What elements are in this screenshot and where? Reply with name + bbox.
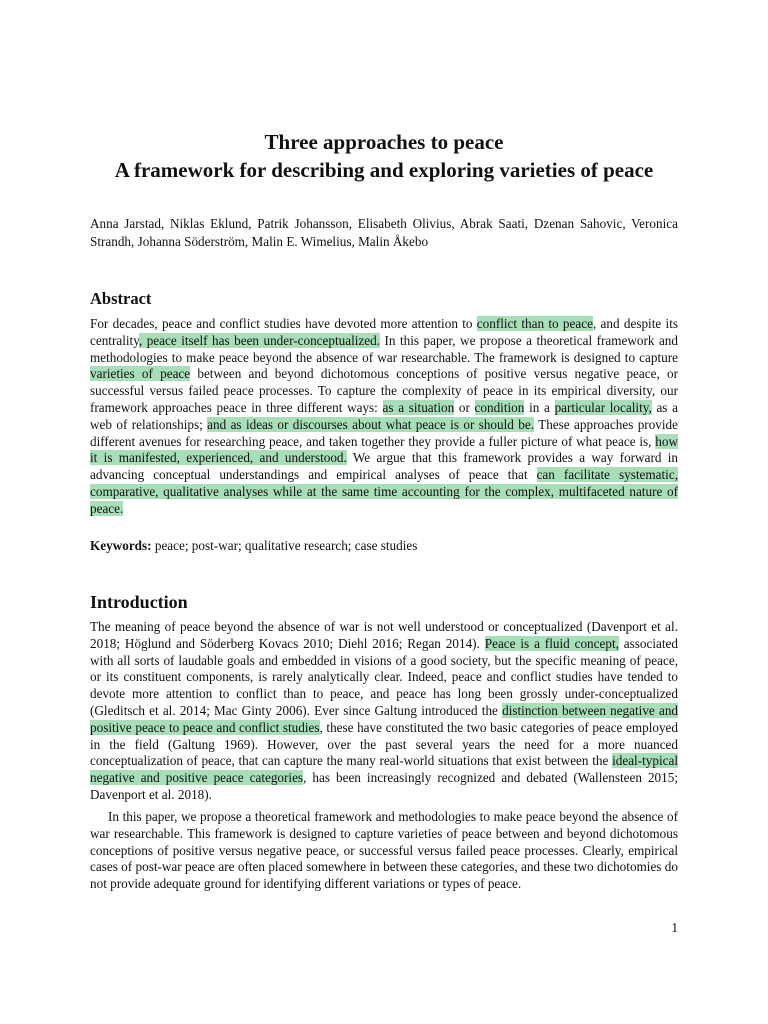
body-text: in a: [524, 399, 555, 415]
body-text: associated with all sorts of laudable goals and embedded in visions of a good society, but the specific meaning of peace, or its constituent components, is rarely analytically clear. Indeed, peace and conflict studies have tended to devote more attention to conflict than to peace, and peace has long been grossly under-conceptualized (Gleditsch et al. 2014; Mac Ginty 2006). Ever since Galtung introduced the: [90, 635, 678, 718]
title-line-1: Three approaches to peace: [264, 130, 504, 154]
highlighted-text: ideal-typical negative and positive peace categories: [90, 753, 678, 786]
body-text: In this paper, we propose a theoretical framework and methodologies to make peace beyond the absence of war researchable. The framework is designed to capture: [90, 332, 678, 365]
introduction-paragraph-2: In this paper, we propose a theoretical framework and methodologies to make peace beyond the absence of war researchable. This framework is designed to capture varieties of peace between and beyond dichotomous conceptions of positive versus negative peace, or successful versus failed peace processes. Clearly, empirical cases of post-war peace are often placed somewhere in between these categories, and these two dichotomies do not provide adequate ground for identifying different variations or types of peace.: [90, 809, 678, 892]
highlighted-text: how it is manifested, experienced, and understood.: [90, 433, 678, 466]
abstract-heading: Abstract: [90, 289, 152, 308]
introduction-heading: Introduction: [90, 592, 188, 612]
abstract-body: [90, 316, 678, 518]
title-line-2: A framework for describing and exploring varieties of peace: [114, 158, 654, 182]
highlighted-text: and as ideas or discourses about what peace is or should be.: [207, 416, 535, 432]
keywords-value: peace; post-war; qualitative research; case studies: [151, 538, 418, 553]
introduction-paragraph-1: [90, 619, 678, 804]
highlighted-text: distinction between negative and positive peace to peace and conflict studies: [90, 702, 679, 735]
body-text: as a web of relationships;: [90, 399, 678, 432]
page-number: 1: [671, 920, 678, 935]
body-text: or: [454, 399, 475, 415]
body-text: We argue that this framework provides a way forward in advancing conceptual understandings and empirical analyses of peace that: [90, 450, 679, 483]
author-list: Anna Jarstad, Niklas Eklund, Patrik Johansson, Elisabeth Olivius, Abrak Saati, Dzenan Sahovic, Veronica Strandh, Johanna Söderström, Malin E. Wimelius, Malin Åkebo: [90, 216, 678, 249]
body-text: The meaning of peace beyond the absence of war is not well understood or conceptualized (Davenport et al. 2018; Höglund and Söderberg Kovacs 2010; Diehl 2016; Regan 2014).: [90, 619, 678, 651]
body-text: , has been increasingly recognized and debated (Wallensteen 2015; Davenport et al. 2018).: [90, 770, 678, 802]
body-text: For decades, peace and conflict studies have devoted more attention to: [90, 316, 477, 331]
highlighted-text: condition: [474, 399, 525, 415]
body-text: , and despite its centrality: [90, 316, 678, 348]
body-text: , these have constituted the two basic categories of peace employed in the field (Galtung 1969). However, over the past several years the need for a more nuanced conceptualization of peace, that can capture the many real-world situations that exist between the: [90, 719, 678, 769]
body-text: These approaches provide different avenues for researching peace, and taken together they provide a fuller picture of what peace is,: [90, 416, 678, 449]
highlighted-text: can facilitate systematic, comparative, qualitative analyses while at the same time accounting for the complex, multifaceted nature of peace.: [90, 467, 678, 516]
highlighted-text: , peace itself has been under-conceptualized.: [138, 332, 381, 348]
highlighted-text: conflict than to peace: [476, 316, 593, 331]
highlighted-text: particular locality,: [554, 399, 652, 415]
keywords-line: [90, 537, 417, 555]
highlighted-text: as a situation: [382, 399, 455, 415]
highlighted-text: Peace is a fluid concept,: [484, 635, 619, 651]
keywords-label: Keywords:: [90, 538, 152, 553]
highlighted-text: varieties of peace: [90, 366, 191, 382]
body-text: between and beyond dichotomous conceptions of positive versus negative peace, or successful versus failed peace processes. To capture the complexity of peace in its empirical diversity, our framework approaches peace in three different ways:: [90, 366, 678, 415]
